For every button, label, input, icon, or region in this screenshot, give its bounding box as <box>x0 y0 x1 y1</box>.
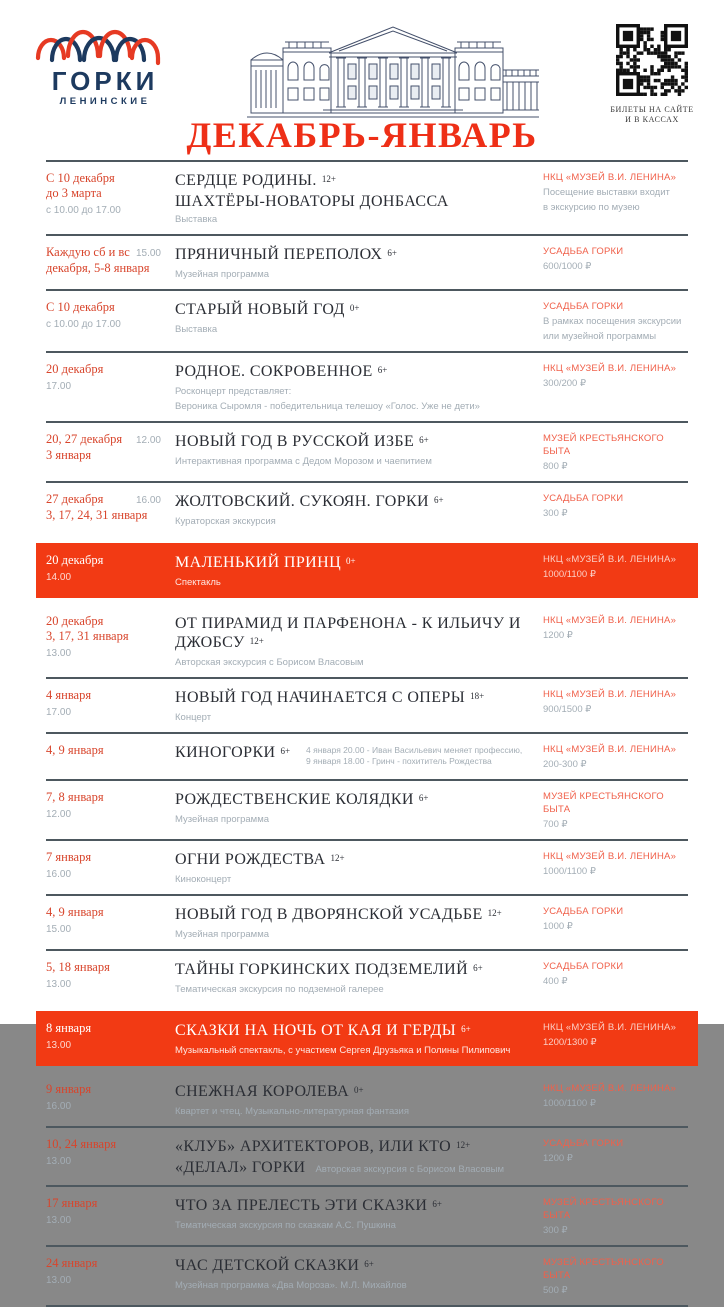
event-subtitle: Музейная программа «Два Мороза». М.Л. Михайлов <box>175 1280 407 1291</box>
event-titles <box>175 432 529 453</box>
event-titles <box>175 905 529 926</box>
venue-note: 600/1000 ₽ <box>543 261 592 272</box>
event-venue-block <box>543 614 688 669</box>
event-row <box>46 291 688 351</box>
event-title <box>175 1021 529 1042</box>
event-date: С 10 декабря <box>46 171 115 185</box>
event-title <box>175 850 529 871</box>
event-title-text: ТАЙНЫ ГОРКИНСКИХ ПОДЗЕМЕЛИЙ <box>175 961 469 978</box>
venue-label: УСАДЬБА ГОРКИ <box>543 301 624 312</box>
event-titles <box>175 743 290 764</box>
event-row <box>46 1073 688 1126</box>
event-date: 9 января <box>46 1082 92 1096</box>
event-main <box>175 688 543 724</box>
venue-label: НКЦ «МУЗЕЙ В.И. ЛЕНИНА» <box>543 615 677 626</box>
event-main <box>175 553 543 589</box>
event-venue-block <box>543 1137 688 1177</box>
event-titles <box>175 1137 529 1177</box>
venue-label: МУЗЕЙ КРЕСТЬЯНСКОГО БЫТА <box>543 791 664 815</box>
logo-arches-icon <box>35 16 175 64</box>
event-subtitle: Выставка <box>175 324 218 335</box>
event-title-text: ПРЯНИЧНЫЙ ПЕРЕПОЛОХ <box>175 246 383 263</box>
event-venue-block <box>543 300 688 343</box>
event-title-row <box>175 743 529 767</box>
event-date: 24 января <box>46 1256 98 1270</box>
qr-code-icon <box>616 24 688 96</box>
event-title <box>175 432 529 453</box>
event-main <box>175 960 543 996</box>
venue-note: 300/200 ₽ <box>543 378 587 389</box>
event-time: 12.00 <box>135 435 161 446</box>
event-title-text: СКАЗКИ НА НОЧЬ ОТ КАЯ И ГЕРДЫ <box>175 1022 457 1039</box>
venue-note: 1000/1100 ₽ <box>543 1098 596 1109</box>
event-title-text: ЖОЛТОВСКИЙ. СУКОЯН. ГОРКИ <box>175 493 430 510</box>
event-venue-block <box>543 905 688 941</box>
venue-label: УСАДЬБА ГОРКИ <box>543 493 624 504</box>
event-title <box>175 245 529 266</box>
event-venue-block <box>543 171 688 226</box>
event-title <box>175 362 529 383</box>
event-date: 4, 9 января <box>46 905 104 919</box>
event-row <box>46 734 688 779</box>
event-row <box>46 353 688 421</box>
event-subtitle: Вероника Сыромля - победительница телешоу «Голос. Уже не дети» <box>175 401 480 412</box>
venue-label: НКЦ «МУЗЕЙ В.И. ЛЕНИНА» <box>543 851 677 862</box>
event-time: 13.00 <box>46 1215 72 1226</box>
event-subtitle: Музейная программа <box>175 814 270 825</box>
event-list <box>0 160 724 1307</box>
event-row <box>46 1128 688 1185</box>
event-title <box>175 614 529 654</box>
event-main <box>175 171 543 226</box>
event-title-text: «ДЕЛАЛ» ГОРКИ <box>175 1159 306 1176</box>
venue-label: УСАДЬБА ГОРКИ <box>543 1138 624 1149</box>
event-main <box>175 245 543 281</box>
event-subtitle: Выставка <box>175 214 218 225</box>
age-badge: 6+ <box>432 1199 442 1209</box>
event-titles <box>175 1082 529 1103</box>
venue-note: 700 ₽ <box>543 819 568 830</box>
event-title-text: РОЖДЕСТВЕНСКИЕ КОЛЯДКИ <box>175 791 414 808</box>
event-dates <box>46 553 175 589</box>
event-title <box>175 1137 529 1158</box>
event-date: 4 января <box>46 688 92 702</box>
event-date: 4, 9 января <box>46 743 104 757</box>
event-main <box>175 743 543 771</box>
event-time: 17.00 <box>46 381 72 392</box>
event-screening-note <box>306 743 522 767</box>
qr-caption-line2: И В КАССАХ <box>625 115 679 124</box>
age-badge: 6+ <box>280 746 291 756</box>
event-subtitle: Концерт <box>175 712 212 723</box>
event-title <box>175 553 529 574</box>
event-title-text: СТАРЫЙ НОВЫЙ ГОД <box>175 301 345 318</box>
event-main <box>175 850 543 886</box>
event-date: 20 декабря <box>46 614 104 628</box>
venue-note: Посещение выставки входит <box>543 187 670 198</box>
event-title <box>175 688 529 709</box>
event-time: 16.00 <box>46 869 72 880</box>
event-title <box>175 1196 529 1217</box>
event-subtitle-inline: Авторская экскурсия с Борисом Власовым <box>315 1164 505 1175</box>
venue-note: 1000 ₽ <box>543 921 573 932</box>
venue-note: 500 ₽ <box>543 1285 568 1296</box>
event-row <box>46 841 688 894</box>
event-title <box>175 1082 529 1103</box>
venue-label: НКЦ «МУЗЕЙ В.И. ЛЕНИНА» <box>543 554 677 565</box>
event-subtitle: Кураторская экскурсия <box>175 516 276 527</box>
venue-note: 1200/1300 ₽ <box>543 1037 597 1048</box>
event-subtitle: Росконцерт представляет: <box>175 386 292 397</box>
event-venue-block <box>543 743 688 771</box>
event-dates <box>46 1196 175 1237</box>
event-titles <box>175 492 529 513</box>
event-dates <box>46 432 175 473</box>
event-title-text: СНЕЖНАЯ КОРОЛЕВА <box>175 1083 350 1100</box>
event-dates <box>46 688 175 724</box>
event-titles <box>175 300 529 321</box>
event-title-text: КИНОГОРКИ <box>175 744 276 761</box>
event-row <box>46 1247 688 1305</box>
event-row <box>46 483 688 536</box>
event-main <box>175 432 543 473</box>
age-badge: 6+ <box>418 793 429 803</box>
qr-caption <box>606 105 698 125</box>
event-date: 27 декабря <box>46 492 104 506</box>
event-main <box>175 1082 543 1118</box>
event-titles <box>175 553 529 574</box>
event-main <box>175 905 543 941</box>
header-illustration <box>180 16 606 120</box>
age-badge: 6+ <box>364 1259 374 1269</box>
event-date: 3, 17, 31 января <box>46 629 129 643</box>
event-row <box>46 162 688 234</box>
age-badge: 6+ <box>461 1024 471 1034</box>
venue-label: МУЗЕЙ КРЕСТЬЯНСКОГО БЫТА <box>543 1257 664 1281</box>
event-dates <box>46 362 175 413</box>
venue-label: УСАДЬБА ГОРКИ <box>543 246 624 257</box>
logo-title: ГОРКИ <box>51 66 159 96</box>
event-venue-block <box>543 362 688 413</box>
venue-label: НКЦ «МУЗЕЙ В.И. ЛЕНИНА» <box>543 172 677 183</box>
event-title <box>175 1256 529 1277</box>
venue-label: НКЦ «МУЗЕЙ В.И. ЛЕНИНА» <box>543 689 677 700</box>
event-dates <box>46 960 175 996</box>
event-title <box>175 743 290 764</box>
event-date: 3, 17, 24, 31 января <box>46 508 148 522</box>
event-row <box>36 543 698 598</box>
venue-note: 400 ₽ <box>543 976 568 987</box>
event-subtitle: Тематическая экскурсия по сказкам А.С. Пушкина <box>175 1220 396 1231</box>
event-date: 20, 27 декабря <box>46 432 123 446</box>
venue-note: В рамках посещения экскурсии <box>543 316 682 327</box>
age-badge: 6+ <box>377 365 388 375</box>
event-venue-block <box>543 1196 688 1237</box>
event-title-text: ШАХТЁРЫ-НОВАТОРЫ ДОНБАССА <box>175 193 449 210</box>
event-subtitle: Квартет и чтец. Музыкально-литературная фантазия <box>175 1106 409 1117</box>
event-venue-block <box>543 688 688 724</box>
event-title-text: МАЛЕНЬКИЙ ПРИНЦ <box>175 554 342 571</box>
event-titles <box>175 171 529 211</box>
event-time: 15.00 <box>135 248 161 259</box>
event-date: 8 января <box>46 1021 92 1035</box>
logo-subtitle: ЛЕНИНСКИЕ <box>59 96 151 107</box>
venue-label: НКЦ «МУЗЕЙ В.И. ЛЕНИНА» <box>543 363 677 374</box>
event-row <box>46 679 688 732</box>
event-title-text: ЧАС ДЕТСКОЙ СКАЗКИ <box>175 1257 360 1274</box>
event-date: 7 января <box>46 850 92 864</box>
age-badge: 12+ <box>330 853 345 863</box>
venue-label: УСАДЬБА ГОРКИ <box>543 961 624 972</box>
event-title-text: ЧТО ЗА ПРЕЛЕСТЬ ЭТИ СКАЗКИ <box>175 1197 428 1214</box>
event-subtitle: Музейная программа <box>175 269 270 280</box>
event-dates <box>46 1082 175 1118</box>
age-badge: 12+ <box>321 174 336 184</box>
event-time: 13.00 <box>46 1156 72 1167</box>
event-date: 3 января <box>46 448 92 462</box>
event-date: С 10 декабря <box>46 300 115 314</box>
event-time: 13.00 <box>46 1040 72 1051</box>
event-dates <box>46 905 175 941</box>
age-badge: 0+ <box>346 556 356 566</box>
venue-note: 800 ₽ <box>543 461 568 472</box>
venue-label: МУЗЕЙ КРЕСТЬЯНСКОГО БЫТА <box>543 1197 664 1221</box>
event-subtitle: Интерактивная программа с Дедом Морозом и чаепитием <box>175 456 432 467</box>
logo <box>30 16 180 108</box>
event-title <box>175 300 529 321</box>
age-badge: 12+ <box>487 908 502 918</box>
event-title <box>175 492 529 513</box>
event-row <box>46 781 688 839</box>
venue-note: 900/1500 ₽ <box>543 704 592 715</box>
event-time: 13.00 <box>46 1275 72 1286</box>
event-main <box>175 362 543 413</box>
event-dates <box>46 1021 175 1057</box>
venue-note: 1000/1100 ₽ <box>543 569 596 580</box>
venue-note: в экскурсию по музею <box>543 202 640 213</box>
venue-label: НКЦ «МУЗЕЙ В.И. ЛЕНИНА» <box>543 1083 677 1094</box>
event-time: 16.00 <box>46 1101 72 1112</box>
age-badge: 6+ <box>387 248 397 258</box>
event-title-text: ОТ ПИРАМИД И ПАРФЕНОНА - К ИЛЬИЧУ И ДЖОБСУ <box>175 615 521 651</box>
event-date: 7, 8 января <box>46 790 104 804</box>
mansion-illustration-icon <box>243 20 543 120</box>
age-badge: 18+ <box>470 691 485 701</box>
event-venue-block <box>543 1021 688 1057</box>
age-badge: 12+ <box>456 1140 471 1150</box>
event-dates <box>46 1256 175 1297</box>
event-venue-block <box>543 1256 688 1297</box>
venue-label: НКЦ «МУЗЕЙ В.И. ЛЕНИНА» <box>543 744 677 755</box>
event-venue-block <box>543 960 688 996</box>
event-main <box>175 1196 543 1237</box>
event-time: с 10.00 до 17.00 <box>46 319 121 330</box>
event-time: 14.00 <box>46 572 72 583</box>
event-date: 20 декабря <box>46 362 104 376</box>
venue-label: МУЗЕЙ КРЕСТЬЯНСКОГО БЫТА <box>543 433 664 457</box>
venue-note: 1200 ₽ <box>543 1153 573 1164</box>
event-venue-block <box>543 850 688 886</box>
event-main <box>175 1021 543 1057</box>
event-title <box>175 905 529 926</box>
event-row <box>46 951 688 1004</box>
event-main <box>175 492 543 528</box>
page-title: ДЕКАБРЬ-ЯНВАРЬ <box>186 115 538 155</box>
event-titles <box>175 245 529 266</box>
event-dates <box>46 850 175 886</box>
event-title-text: СЕРДЦЕ РОДИНЫ. <box>175 172 317 189</box>
event-title <box>175 171 529 192</box>
event-titles <box>175 1256 529 1277</box>
age-badge: 0+ <box>354 1085 364 1095</box>
event-time: 15.00 <box>46 924 72 935</box>
event-title-text: НОВЫЙ ГОД В ДВОРЯНСКОЙ УСАДЬБЕ <box>175 906 483 923</box>
event-dates <box>46 492 175 528</box>
event-date: до 3 марта <box>46 186 102 200</box>
event-date: 5, 18 января <box>46 960 110 974</box>
event-main <box>175 1137 543 1177</box>
header <box>0 0 724 124</box>
ticket-qr-block <box>606 16 698 125</box>
venue-note: 300 ₽ <box>543 1225 568 1236</box>
event-subtitle: Музыкальный спектакль, с участием Сергея Друзьяка и Полины Пилипович <box>175 1045 511 1056</box>
event-titles <box>175 1021 529 1042</box>
event-title <box>175 790 529 811</box>
event-venue-block <box>543 1082 688 1118</box>
event-titles <box>175 614 529 654</box>
event-date: 17 января <box>46 1196 98 1210</box>
event-title <box>175 960 529 981</box>
venue-note: 300 ₽ <box>543 508 568 519</box>
event-row <box>46 605 688 677</box>
event-titles <box>175 688 529 709</box>
event-dates <box>46 743 175 771</box>
venue-note: 1200 ₽ <box>543 630 573 641</box>
event-venue-block <box>543 432 688 473</box>
event-row <box>46 236 688 289</box>
event-dates <box>46 171 175 226</box>
event-date: 10, 24 января <box>46 1137 117 1151</box>
event-titles <box>175 362 529 383</box>
event-subtitle: Киноконцерт <box>175 874 232 885</box>
event-title-text: НОВЫЙ ГОД В РУССКОЙ ИЗБЕ <box>175 433 415 450</box>
event-time: 17.00 <box>46 707 72 718</box>
event-title <box>175 1158 529 1177</box>
event-venue-block <box>543 245 688 281</box>
event-screening-note-line: 9 января 18.00 - Гринч - похититель Рождества <box>306 756 492 766</box>
event-title-text: «КЛУБ» АРХИТЕКТОРОВ, ИЛИ КТО <box>175 1138 452 1155</box>
event-venue-block <box>543 553 688 589</box>
qr-caption-line1: БИЛЕТЫ НА САЙТЕ <box>610 105 694 114</box>
venue-label: НКЦ «МУЗЕЙ В.И. ЛЕНИНА» <box>543 1022 677 1033</box>
event-dates <box>46 614 175 669</box>
event-venue-block <box>543 492 688 528</box>
event-title-text: ОГНИ РОЖДЕСТВА <box>175 851 326 868</box>
event-title-text: РОДНОЕ. СОКРОВЕННОЕ <box>175 363 373 380</box>
venue-note: или музейной программы <box>543 331 657 342</box>
event-title <box>175 192 529 211</box>
event-row <box>46 896 688 949</box>
event-time: 13.00 <box>46 979 72 990</box>
event-subtitle: Спектакль <box>175 577 221 588</box>
event-date: 20 декабря <box>46 553 104 567</box>
event-title-text: НОВЫЙ ГОД НАЧИНАЕТСЯ С ОПЕРЫ <box>175 689 466 706</box>
event-screening-note-line: 4 января 20.00 - Иван Васильевич меняет профессию, <box>306 745 523 755</box>
event-subtitle: Тематическая экскурсия по подземной галерее <box>175 984 384 995</box>
age-badge: 6+ <box>473 963 483 973</box>
event-row <box>36 1011 698 1066</box>
venue-note: 1000/1100 ₽ <box>543 866 596 877</box>
event-time: 12.00 <box>46 809 72 820</box>
event-venue-block <box>543 790 688 831</box>
event-dates <box>46 1137 175 1177</box>
event-row <box>46 423 688 481</box>
venue-note: 200-300 ₽ <box>543 759 587 770</box>
event-titles <box>175 1196 529 1217</box>
event-titles <box>175 960 529 981</box>
age-badge: 6+ <box>434 495 444 505</box>
event-main <box>175 614 543 669</box>
event-subtitle: Авторская экскурсия с Борисом Власовым <box>175 657 364 668</box>
event-row <box>46 1187 688 1245</box>
event-main <box>175 1256 543 1297</box>
event-time: с 10.00 до 17.00 <box>46 205 121 216</box>
event-titles <box>175 850 529 871</box>
event-titles <box>175 790 529 811</box>
event-time: 16.00 <box>135 495 161 506</box>
age-badge: 6+ <box>419 435 429 445</box>
venue-label: УСАДЬБА ГОРКИ <box>543 906 624 917</box>
event-dates <box>46 790 175 831</box>
event-time: 13.00 <box>46 648 72 659</box>
event-dates <box>46 245 175 281</box>
event-date: декабря, 5-8 января <box>46 261 150 275</box>
event-subtitle: Музейная программа <box>175 929 270 940</box>
event-date: Каждую сб и вс <box>46 245 130 259</box>
age-badge: 12+ <box>249 636 264 646</box>
event-dates <box>46 300 175 343</box>
event-main <box>175 790 543 831</box>
event-main <box>175 300 543 343</box>
age-badge: 0+ <box>349 303 360 313</box>
